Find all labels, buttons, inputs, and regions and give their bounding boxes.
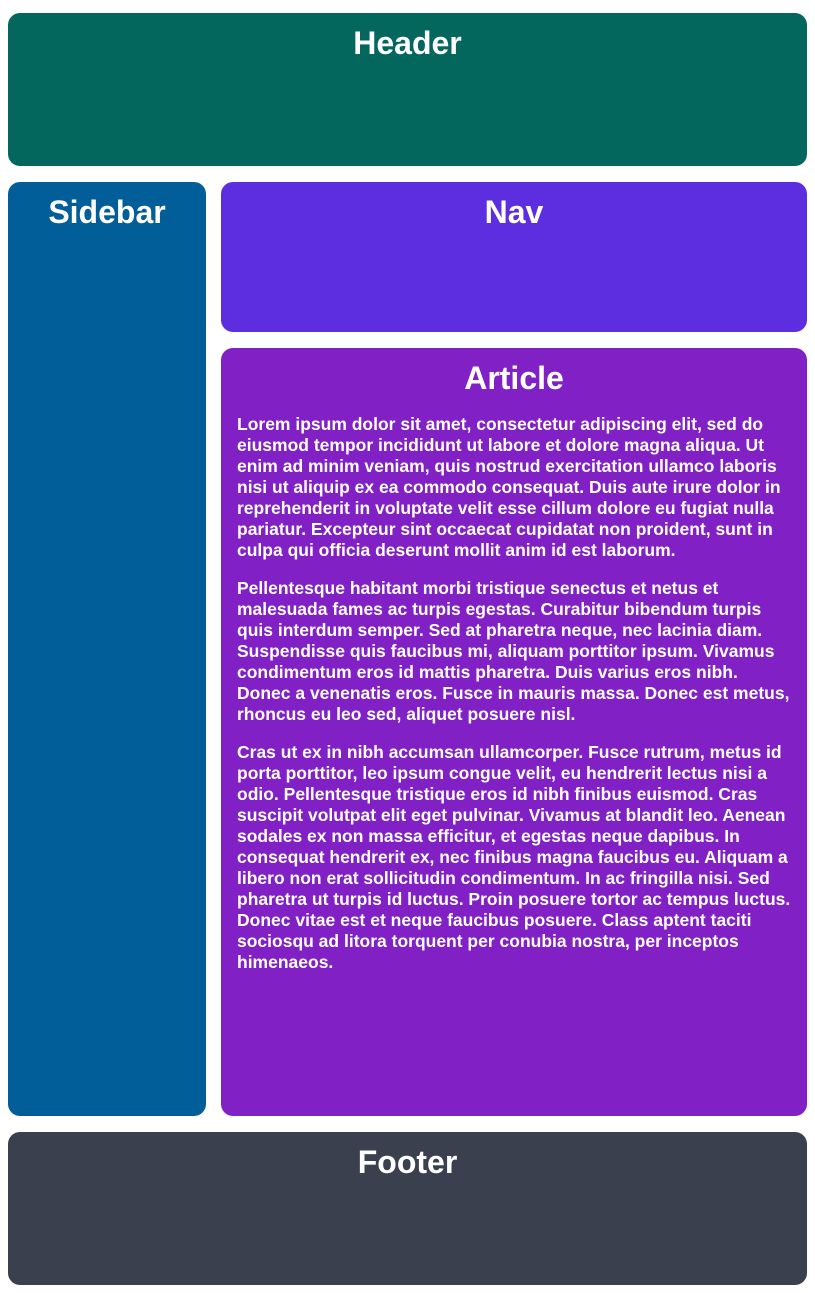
article-title: Article [464,360,564,396]
article-paragraph: Lorem ipsum dolor sit amet, consectetur adipiscing elit, sed do eiusmod tempor incididunt ut labore et dolore magna aliqua. Ut enim ad minim veniam, quis nostrud exercitation ullamco laboris nisi ut aliquip ex ea commodo consequat. Duis aute irure dolor in reprehenderit in voluptate velit esse cillum dolore eu fugiat nulla pariatur. Excepteur sint occaecat cupidatat non proident, sunt in culpa qui officia deserunt mollit anim id est laborum. [237,414,781,560]
header-title: Header [353,25,462,61]
nav-title: Nav [484,194,544,230]
footer-title: Footer [357,1144,458,1180]
header-section [8,13,807,166]
sidebar-title: Sidebar [48,194,166,230]
main-row [8,182,807,1116]
article-paragraph: Cras ut ex in nibh accumsan ullamcorper. Fusce rutrum, metus id porta porttitor, leo ipsum congue velit, eu hendrerit lectus nisi a odio. Pellentesque tristique eros id nibh finibus euismod. Cras suscipit volutpat elit eget pulvinar. Vivamus at blandit leo. Aenean sodales ex non massa efficitur, et egestas neque dapibus. In consequat hendrerit ex, nec finibus magna faucibus eu. Aliquam a libero non erat sollicitudin condimentum. In ac fringilla nisi. Sed pharetra ut turpis id luctus. Proin posuere tortor ac tempus luctus. Donec vitae est et neque faucibus posuere. Class aptent taciti sociosqu ad litora torquent per conubia nostra, per inceptos himenaeos. [237,742,791,972]
nav-section [221,182,807,332]
content-column [221,182,807,1116]
footer-section [8,1132,807,1285]
article-paragraph: Pellentesque habitant morbi tristique senectus et netus et malesuada fames ac turpis egestas. Curabitur bibendum turpis quis interdum semper. Sed at pharetra neque, nec lacinia diam. Suspendisse quis faucibus mi, aliquam porttitor ipsum. Vivamus condimentum eros id mattis pharetra. Duis varius eros nibh. Donec a venenatis eros. Fusce in mauris massa. Donec est metus, rhoncus eu leo sed, aliquet posuere nisl. [237,578,790,724]
sidebar-section [8,182,206,1116]
article-section [221,348,807,1116]
